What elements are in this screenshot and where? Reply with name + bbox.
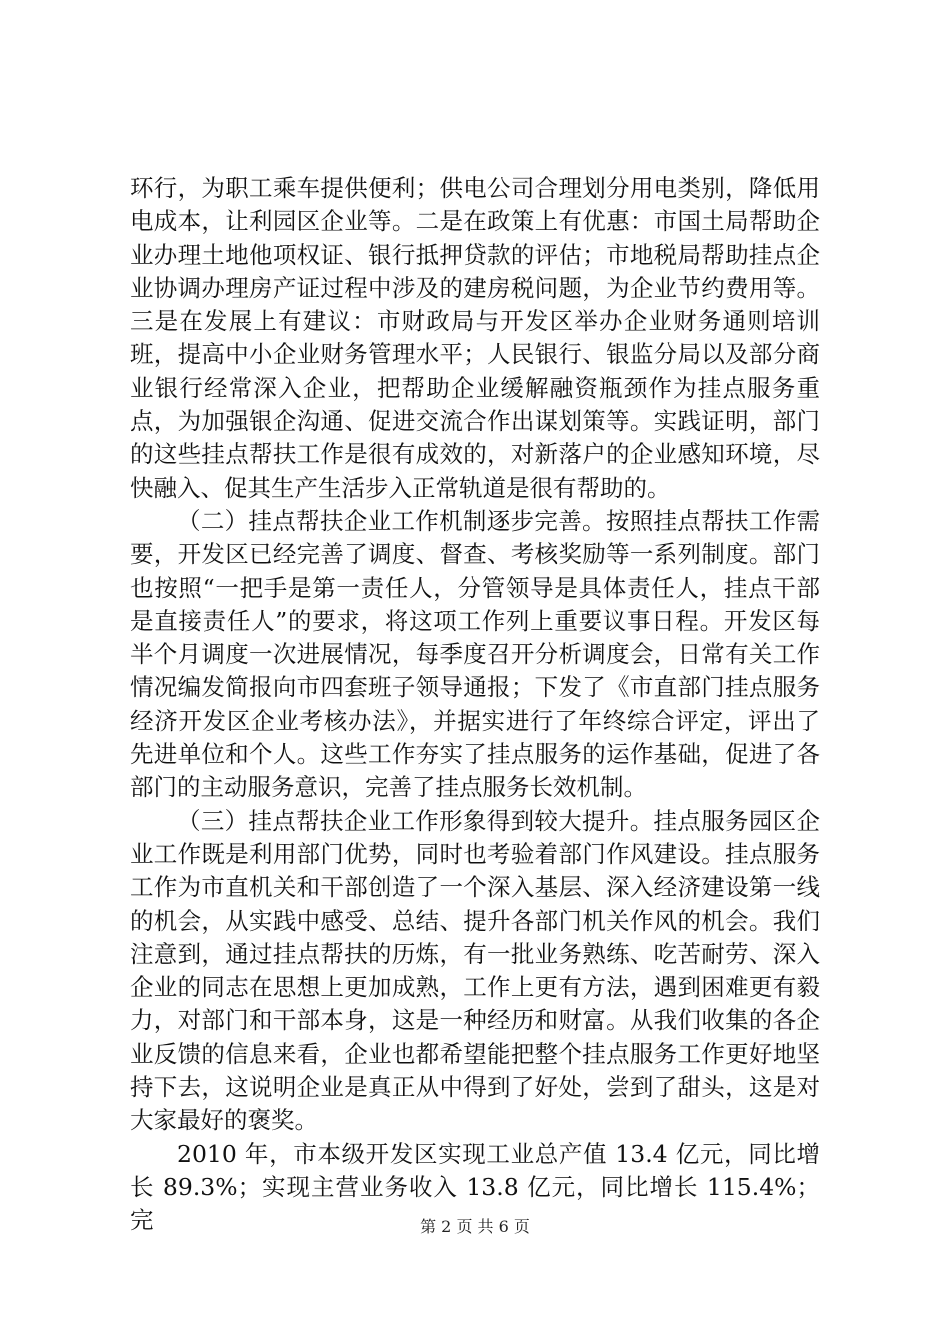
page-number-footer: 第 2 页 共 6 页 (420, 1217, 530, 1236)
paragraph-section-2: （二）挂点帮扶企业工作机制逐步完善。按照挂点帮扶工作需要，开发区已经完善了调度、督查、考核奖励等一系列制度。部门也按照“一把手是第一责任人，分管领导是具体责任人，挂点干部是直接责任人”的要求，将这项工作列上重要议事日程。开发区每半个月调度一次进展情况，每季度召开分析调度会，日常有关工作情况编发简报向市四套班子领导通报；下发了《市直部门挂点服务经济开发区企业考核办法》，并据实进行了年终综合评定，评出了先进单位和个人。这些工作夯实了挂点服务的运作基础，促进了各部门的主动服务意识，完善了挂点服务长效机制。 (130, 506, 820, 802)
document-body (130, 172, 820, 1238)
paragraph-statistics: 2010 年，市本级开发区实现工业总产值 13.4 亿元，同比增长 89.3%；实现主营业务收入 13.8 亿元，同比增长 115.4%；完 (130, 1139, 820, 1235)
paragraph-section-3: （三）挂点帮扶企业工作形象得到较大提升。挂点服务园区企业工作既是利用部门优势，同时也考验着部门作风建设。挂点服务工作为市直机关和干部创造了一个深入基层、深入经济建设第一线的机会，从实践中感受、总结、提升各部门机关作风的机会。我们注意到，通过挂点帮扶的历炼，有一批业务熟练、吃苦耐劳、深入企业的同志在思想上更加成熟，工作上更有方法，遇到困难更有毅力，对部门和干部本身，这是一种经历和财富。从我们收集的各企业反馈的信息来看，企业也都希望能把整个挂点服务工作更好地坚持下去，这说明企业是真正从中得到了好处，尝到了甜头，这是对大家最好的褒奖。 (130, 806, 820, 1135)
paragraph-continuation: 环行，为职工乘车提供便利；供电公司合理划分用电类别，降低用电成本，让利园区企业等。二是在政策上有优惠：市国土局帮助企业办理土地他项权证、银行抵押贷款的评估；市地税局帮助挂点企业协调办理房产证过程中涉及的建房税问题，为企业节约费用等。三是在发展上有建议：市财政局与开发区举办企业财务通则培训班，提高中小企业财务管理水平；人民银行、银监分局以及部分商业银行经常深入企业，把帮助企业缓解融资瓶颈作为挂点服务重点，为加强银企沟通、促进交流合作出谋划策等。实践证明，部门的这些挂点帮扶工作是很有成效的，对新落户的企业感知环境，尽快融入、促其生产生活步入正常轨道是很有帮助的。 (130, 174, 820, 502)
